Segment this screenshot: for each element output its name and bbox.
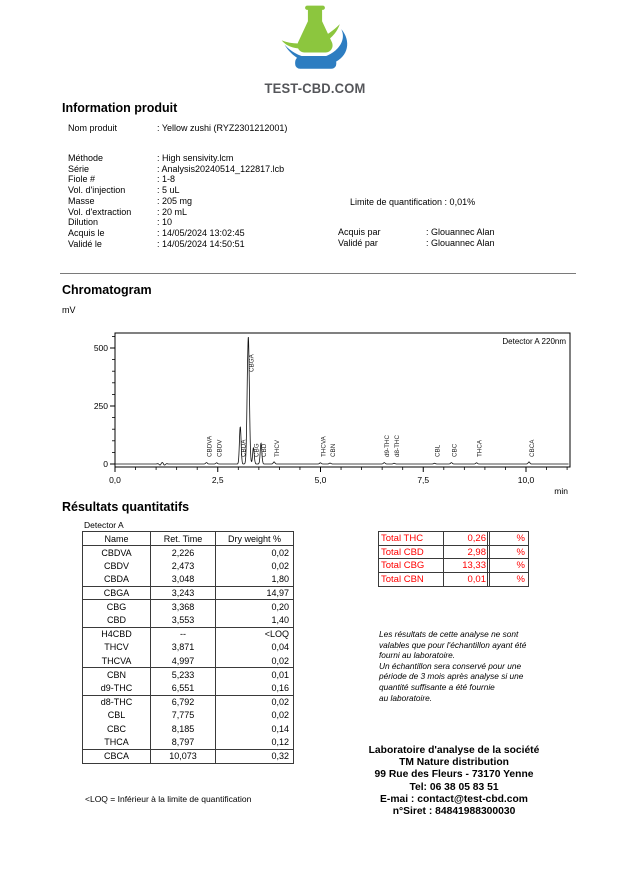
- cell-ret-time: 7,775: [151, 709, 216, 723]
- info-value: : Analysis20240514_122817.lcb: [157, 163, 285, 174]
- totals-table: [378, 531, 490, 587]
- cell-name: CBD: [83, 613, 151, 627]
- peak-label: CBDV: [216, 439, 224, 457]
- cell-ret-time: 2,226: [151, 546, 216, 560]
- disclaimer-line: Un échantillon sera conservé pour une: [379, 660, 522, 671]
- cell-name: THCVA: [83, 654, 151, 668]
- peak-label: CBG: [253, 443, 261, 457]
- cell-ret-time: 8,185: [151, 722, 216, 736]
- cell-name: CBDV: [83, 559, 151, 573]
- cell-dry-weight: 1,40: [216, 613, 294, 627]
- cell-dry-weight: 14,97: [216, 586, 294, 600]
- table-row: [83, 641, 294, 655]
- total-row: [379, 573, 489, 587]
- cell-dry-weight: 0,12: [216, 736, 294, 750]
- info-value: : Glouannec Alan: [426, 227, 495, 237]
- info-value: : 14/05/2024 13:02:45: [157, 227, 245, 238]
- total-value: 0,01: [467, 573, 486, 585]
- info-label: Dilution: [68, 217, 99, 228]
- detector-label: Detector A: [84, 520, 124, 530]
- peak-label: d9-THC: [384, 434, 392, 457]
- peak-label: THCA: [476, 439, 484, 457]
- loq-footnote: <LOQ = Inférieur à la limite de quantification: [85, 794, 252, 804]
- total-unit: %: [488, 559, 528, 573]
- cell-ret-time: 3,553: [151, 613, 216, 627]
- cell-ret-time: 3,048: [151, 573, 216, 587]
- cell-name: CBDA: [83, 573, 151, 587]
- table-row: [83, 586, 294, 600]
- plot-border: [115, 333, 570, 467]
- info-label: Méthode: [68, 153, 104, 163]
- total-unit: %: [488, 546, 528, 560]
- info-value: : 1-8: [157, 174, 176, 185]
- disclaimer-line: Les résultats de cette analyse ne sont: [379, 629, 519, 639]
- info-value: : Yellow zushi (RYZ2301212001): [157, 123, 288, 133]
- cell-name: THCV: [83, 641, 151, 655]
- info-row: [68, 239, 284, 250]
- cell-dry-weight: 0,02: [216, 709, 294, 723]
- col-header-name: Name: [83, 532, 151, 546]
- cell-name: THCA: [83, 736, 151, 750]
- results-table-header: [83, 532, 294, 546]
- section-divider: [60, 273, 576, 274]
- peak-label: THCVA: [320, 436, 328, 457]
- peak-label: CBC: [451, 443, 459, 457]
- cell-dry-weight: 0,20: [216, 600, 294, 614]
- detector-annotation: Detector A 220nm: [502, 337, 566, 346]
- peak-label: THCV: [274, 439, 282, 457]
- info-label: Validé par: [338, 237, 378, 248]
- cell-ret-time: 8,797: [151, 736, 216, 750]
- table-row: [83, 559, 294, 573]
- flask-icon: [276, 2, 354, 76]
- disclaimer-line: valables que pour l'échantillon ayant été: [379, 639, 527, 650]
- total-row: [379, 532, 489, 546]
- cell-dry-weight: <LOQ: [216, 627, 294, 641]
- disclaimer: [379, 629, 594, 703]
- total-label: Total CBG: [379, 559, 444, 572]
- cell-dry-weight: 1,80: [216, 573, 294, 587]
- peak-label: CBGA: [248, 354, 256, 372]
- info-label: Vol. d'injection: [68, 185, 126, 196]
- address-line: Laboratoire d'analyse de la société: [368, 745, 540, 756]
- peak-label: CBN: [330, 443, 338, 457]
- address-line: TM Nature distribution: [399, 757, 509, 769]
- results-heading: Résultats quantitatifs: [62, 500, 190, 514]
- chromatogram-plot: [80, 325, 580, 497]
- cell-ret-time: 3,871: [151, 641, 216, 655]
- disclaimer-line: période de 3 mois après analyse si une: [379, 671, 524, 682]
- info-label: Vol. d'extraction: [68, 206, 132, 217]
- cell-dry-weight: 0,02: [216, 559, 294, 573]
- y-tick-label: 250: [93, 401, 108, 411]
- x-unit-label: min: [554, 486, 568, 496]
- total-label: Total CBN: [379, 573, 444, 586]
- cell-ret-time: 2,473: [151, 559, 216, 573]
- cell-dry-weight: 0,02: [216, 695, 294, 709]
- x-tick-label: 2,5: [211, 475, 224, 485]
- info-row: [338, 227, 495, 238]
- info-row: [68, 217, 284, 228]
- cell-name: H4CBD: [83, 627, 151, 641]
- cell-ret-time: 3,368: [151, 600, 216, 614]
- info-row: [68, 164, 284, 175]
- col-header-ret-time: Ret. Time: [151, 532, 216, 546]
- totals-percent-column: [487, 531, 529, 587]
- cell-name: CBG: [83, 600, 151, 614]
- info-value: : 5 uL: [157, 185, 180, 196]
- cell-ret-time: 6,792: [151, 695, 216, 709]
- peak-label: CBCA: [529, 439, 537, 457]
- laboratory-address: [334, 745, 574, 818]
- y-unit-label: mV: [62, 305, 76, 315]
- cell-dry-weight: 0,04: [216, 641, 294, 655]
- disclaimer-line: fourni au laboratoire.: [379, 650, 456, 661]
- y-tick-label: 0: [103, 459, 108, 469]
- total-unit: %: [488, 532, 528, 546]
- peak-label: CBDVA: [206, 435, 214, 457]
- info-row: [68, 196, 284, 207]
- cell-dry-weight: 0,32: [216, 749, 294, 763]
- info-row: [68, 153, 284, 164]
- cell-name: CBC: [83, 722, 151, 736]
- info-value: : 14/05/2024 14:50:51: [157, 238, 245, 249]
- peak-label: d8-THC: [394, 434, 402, 457]
- logo: [250, 2, 380, 96]
- x-tick-label: 5,0: [314, 475, 327, 485]
- total-label: Total THC: [379, 532, 444, 545]
- x-tick-label: 0,0: [109, 475, 121, 485]
- info-value: : Glouannec Alan: [426, 237, 495, 248]
- address-line: E-mai : contact@test-cbd.com: [380, 793, 528, 805]
- info-right-rows: [338, 227, 495, 248]
- cell-ret-time: 6,551: [151, 681, 216, 695]
- peak-label: CBDA: [240, 439, 248, 457]
- brand-text: TEST-CBD.COM: [264, 81, 366, 96]
- info-row: [68, 228, 284, 239]
- table-row: [83, 546, 294, 560]
- col-header-dry-weight: Dry weight %: [216, 532, 294, 546]
- disclaimer-line: quantité suffisante a été fournie: [379, 681, 495, 692]
- cell-dry-weight: 0,02: [216, 654, 294, 668]
- table-row: [83, 722, 294, 736]
- cell-name: CBCA: [83, 749, 151, 763]
- cell-dry-weight: 0,01: [216, 668, 294, 682]
- table-row: [83, 668, 294, 682]
- cell-name: CBL: [83, 709, 151, 723]
- info-value: : 205 mg: [157, 195, 193, 206]
- table-row: [83, 681, 294, 695]
- info-label: Acquis par: [338, 227, 381, 237]
- info-label: Acquis le: [68, 227, 105, 238]
- cell-name: d8-THC: [83, 695, 151, 709]
- info-row: [68, 185, 284, 196]
- info-label: Série: [68, 163, 90, 174]
- table-row: [83, 709, 294, 723]
- cell-ret-time: --: [151, 627, 216, 641]
- cell-ret-time: 3,243: [151, 586, 216, 600]
- info-label: Masse: [68, 195, 95, 206]
- peak-label: CBD: [261, 443, 269, 457]
- info-row: [338, 238, 495, 249]
- table-row: [83, 749, 294, 763]
- total-row: [379, 559, 489, 573]
- table-row: [83, 654, 294, 668]
- total-value: 13,33: [462, 560, 486, 572]
- cell-dry-weight: 0,14: [216, 722, 294, 736]
- results-table-body: [83, 546, 294, 764]
- x-tick-label: 7,5: [417, 475, 430, 485]
- chromatogram-heading: Chromatogram: [62, 283, 152, 297]
- table-row: [83, 573, 294, 587]
- cell-name: CBGA: [83, 586, 151, 600]
- address-line: n°Siret : 84841988300030: [392, 806, 516, 818]
- total-label: Total CBD: [379, 546, 444, 559]
- total-value: 0,26: [467, 532, 486, 544]
- address-line: Tel: 06 38 05 83 51: [409, 781, 499, 793]
- address-line: 99 Rue des Fleurs - 73170 Yenne: [374, 769, 534, 781]
- cell-dry-weight: 0,02: [216, 546, 294, 560]
- disclaimer-line: au laboratoire.: [379, 692, 433, 703]
- limit-of-quantification: Limite de quantification : 0,01%: [350, 197, 476, 207]
- total-row: [379, 546, 489, 560]
- y-tick-label: 500: [93, 343, 108, 353]
- table-row: [83, 736, 294, 750]
- info-label: Nom produit: [68, 123, 118, 133]
- results-table: [82, 531, 294, 764]
- info-label: Validé le: [68, 238, 102, 249]
- info-left-rows: [68, 153, 284, 249]
- cell-name: CBDVA: [83, 546, 151, 560]
- table-row: [83, 695, 294, 709]
- cell-ret-time: 5,233: [151, 668, 216, 682]
- cell-ret-time: 10,073: [151, 749, 216, 763]
- total-value: 2,98: [467, 546, 486, 558]
- total-unit: %: [488, 573, 528, 587]
- table-row: [83, 613, 294, 627]
- product-name-row: [68, 123, 287, 134]
- info-row: [68, 207, 284, 218]
- info-value: : 10: [157, 217, 173, 228]
- x-tick-label: 10,0: [517, 475, 535, 485]
- cell-name: d9-THC: [83, 681, 151, 695]
- cell-ret-time: 4,997: [151, 654, 216, 668]
- peak-label: CBL: [434, 444, 442, 457]
- info-heading: Information produit: [62, 101, 178, 115]
- info-value: : 20 mL: [157, 206, 188, 217]
- info-label: Fiole #: [68, 174, 96, 185]
- info-row: [68, 174, 284, 185]
- cell-name: CBN: [83, 668, 151, 682]
- cell-dry-weight: 0,16: [216, 681, 294, 695]
- table-row: [83, 627, 294, 641]
- info-value: : High sensivity.lcm: [157, 153, 234, 163]
- table-row: [83, 600, 294, 614]
